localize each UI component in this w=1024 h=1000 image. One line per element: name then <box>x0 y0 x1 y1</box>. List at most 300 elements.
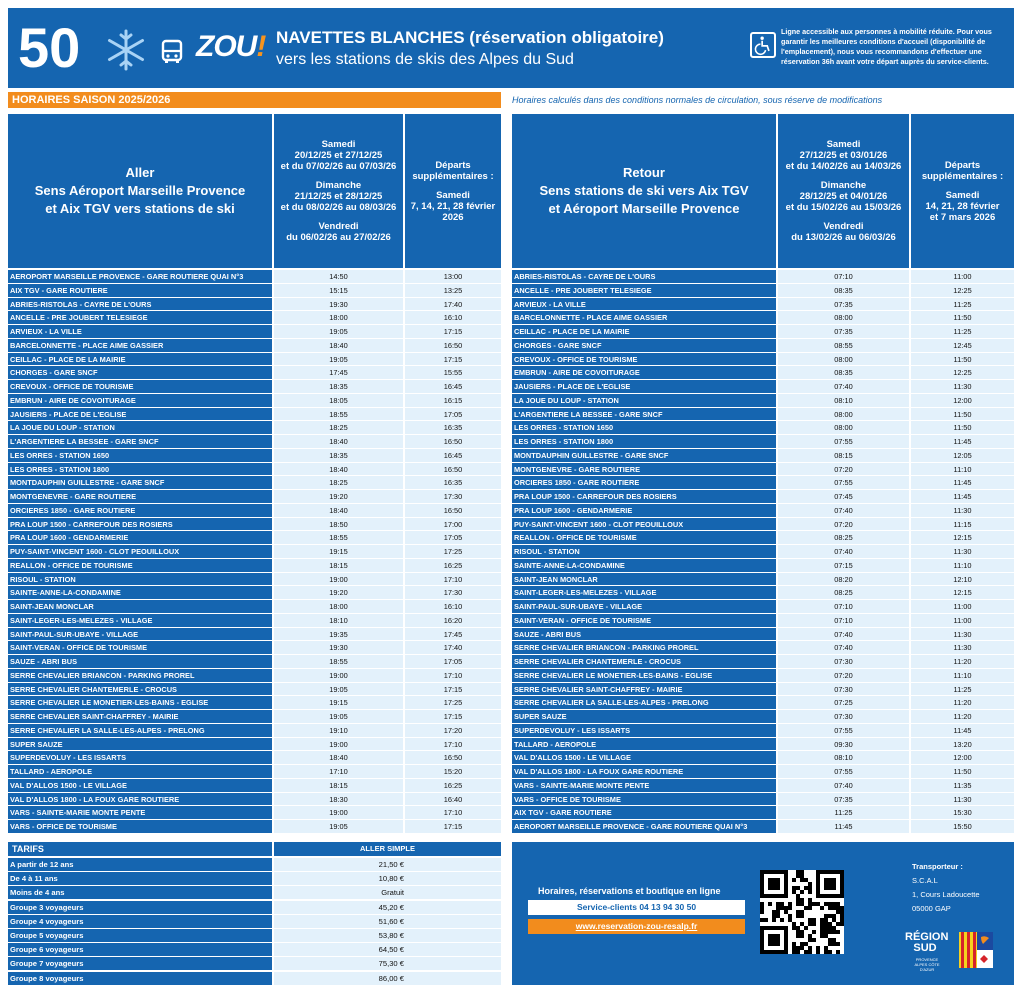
website-link[interactable]: www.reservation-zou-resalp.fr <box>528 919 745 934</box>
stop-name: SUPERDEVOLUY - LES ISSARTS <box>512 724 776 738</box>
extra-departure-time: 17:15 <box>405 353 501 367</box>
extra-departure-time: 16:40 <box>405 793 501 807</box>
extra-departure-time: 11:50 <box>911 353 1014 367</box>
header-detail-line: du 06/02/26 au 27/02/26 <box>286 232 391 243</box>
extra-departure-time: 15:30 <box>911 806 1014 820</box>
header-detail-line: Samedi <box>826 139 861 150</box>
extra-departure-time: 17:00 <box>405 518 501 532</box>
stop-name: SERRE CHEVALIER CHANTEMERLE - CROCUS <box>8 683 272 697</box>
table-row <box>8 504 501 518</box>
departure-time: 18:35 <box>274 380 403 394</box>
stop-name: PRA LOUP 1500 - CARREFOUR DES ROSIERS <box>8 518 272 532</box>
stop-name: SUPER SAUZE <box>8 738 272 752</box>
header-banner <box>8 8 1014 88</box>
qr-code-icon[interactable] <box>760 870 844 954</box>
header-detail-line: 20/12/25 et 27/12/25 <box>294 150 383 161</box>
table-row <box>8 518 501 532</box>
stop-name: BARCELONNETTE - PLACE AIME GASSIER <box>8 339 272 353</box>
table-row <box>512 710 1014 724</box>
stop-name: LA JOUE DU LOUP - STATION <box>8 421 272 435</box>
extra-departure-time: 11:00 <box>911 600 1014 614</box>
stop-name: ANCELLE - PRE JOUBERT TELESIEGE <box>8 311 272 325</box>
stop-name: VAL D'ALLOS 1500 - LE VILLAGE <box>8 779 272 793</box>
extra-departure-time: 11:50 <box>911 311 1014 325</box>
extra-departure-time: 17:25 <box>405 545 501 559</box>
departure-time: 18:40 <box>274 435 403 449</box>
departure-time: 19:20 <box>274 586 403 600</box>
stop-name: TALLARD - AEROPOLE <box>512 738 776 752</box>
table-row <box>8 490 501 504</box>
extra-departure-time: 16:15 <box>405 394 501 408</box>
stop-name: SERRE CHEVALIER LE MONETIER-LES-BAINS - EGLISE <box>512 669 776 683</box>
extra-departure-time: 17:10 <box>405 738 501 752</box>
stop-name: PRA LOUP 1600 - GENDARMERIE <box>512 504 776 518</box>
extra-departure-time: 15:55 <box>405 366 501 380</box>
stop-name: SAINT-LEGER-LES-MELEZES - VILLAGE <box>512 586 776 600</box>
table-row <box>8 353 501 367</box>
table-row <box>512 793 1014 807</box>
extra-departure-time: 17:30 <box>405 490 501 504</box>
header-detail-line: Samedi <box>436 189 470 201</box>
header-detail-line: Départs <box>435 159 471 171</box>
retour-extra-header <box>911 114 1014 268</box>
header-detail-line: et du 15/02/26 au 15/03/26 <box>785 202 902 213</box>
retour-header-line: et Aéroport Marseille Provence <box>548 201 740 216</box>
departure-time: 18:05 <box>274 394 403 408</box>
extra-departure-time: 11:25 <box>911 325 1014 339</box>
extra-departure-time: 16:25 <box>405 779 501 793</box>
departure-time: 19:05 <box>274 683 403 697</box>
extra-departure-time: 11:15 <box>911 518 1014 532</box>
stop-name: SERRE CHEVALIER CHANTEMERLE - CROCUS <box>512 655 776 669</box>
table-row <box>512 586 1014 600</box>
tarif-row <box>8 957 501 971</box>
region-sud-logo: RÉGION SUD <box>905 931 949 954</box>
table-row <box>8 765 501 779</box>
header-detail-line: Vendredi <box>823 221 864 232</box>
aller-schedule-header <box>274 114 403 268</box>
departure-time: 19:30 <box>274 641 403 655</box>
table-row <box>8 614 501 628</box>
service-phone[interactable]: Service-clients 04 13 94 30 50 <box>528 900 745 915</box>
stop-name: PRA LOUP 1500 - CARREFOUR DES ROSIERS <box>512 490 776 504</box>
stop-name: REALLON - OFFICE DE TOURISME <box>512 531 776 545</box>
departure-time: 07:30 <box>778 710 909 724</box>
stop-name: SAINTE-ANNE-LA-CONDAMINE <box>512 559 776 573</box>
header-detail-line: et du 07/02/26 au 07/03/26 <box>280 161 397 172</box>
extra-departure-time: 11:30 <box>911 504 1014 518</box>
extra-departure-time: 16:10 <box>405 600 501 614</box>
stop-name: ORCIERES 1850 - GARE ROUTIERE <box>512 476 776 490</box>
table-row <box>512 738 1014 752</box>
table-row <box>8 724 501 738</box>
zou-logo: ZOU! <box>196 30 266 63</box>
extra-departure-time: 12:45 <box>911 339 1014 353</box>
table-row <box>8 710 501 724</box>
table-row <box>512 476 1014 490</box>
table-row <box>512 820 1014 834</box>
stop-name: VAL D'ALLOS 1800 - LA FOUX GARE ROUTIERE <box>512 765 776 779</box>
extra-departure-time: 11:00 <box>911 270 1014 284</box>
extra-departure-time: 11:30 <box>911 641 1014 655</box>
table-row <box>8 600 501 614</box>
stop-name: CEILLAC - PLACE DE LA MAIRIE <box>512 325 776 339</box>
extra-departure-time: 12:05 <box>911 449 1014 463</box>
extra-departure-time: 16:50 <box>405 504 501 518</box>
season-label: HORAIRES SAISON 2025/2026 <box>8 92 501 108</box>
tarif-row <box>8 858 501 872</box>
header-detail-line: Samedi <box>321 139 356 150</box>
stop-name: RISOUL - STATION <box>512 545 776 559</box>
table-row <box>512 380 1014 394</box>
departure-time: 07:55 <box>778 765 909 779</box>
extra-departure-time: 17:05 <box>405 408 501 422</box>
table-row <box>8 298 501 312</box>
table-row <box>512 614 1014 628</box>
stop-name: LA JOUE DU LOUP - STATION <box>512 394 776 408</box>
extra-departure-time: 17:15 <box>405 683 501 697</box>
departure-time: 08:00 <box>778 311 909 325</box>
region-flag-icon <box>959 932 993 968</box>
departure-time: 07:40 <box>778 380 909 394</box>
table-row <box>512 298 1014 312</box>
table-row <box>8 421 501 435</box>
header-detail-line: Dimanche <box>820 180 867 191</box>
tarif-row <box>8 872 501 886</box>
extra-departure-time: 17:05 <box>405 531 501 545</box>
extra-departure-time: 17:45 <box>405 628 501 642</box>
stop-name: TALLARD - AEROPOLE <box>8 765 272 779</box>
departure-time: 19:30 <box>274 298 403 312</box>
departure-time: 18:40 <box>274 504 403 518</box>
tarif-label: Groupe 6 voyageurs <box>8 943 272 957</box>
table-row <box>8 738 501 752</box>
extra-departure-time: 11:50 <box>911 421 1014 435</box>
header-detail-line: supplémentaires : <box>412 170 494 182</box>
stop-name: VARS - OFFICE DE TOURISME <box>8 820 272 834</box>
stop-name: MONTGENEVRE - GARE ROUTIERE <box>8 490 272 504</box>
departure-time: 19:20 <box>274 490 403 504</box>
stop-name: SERRE CHEVALIER SAINT-CHAFFREY - MAIRIE <box>512 683 776 697</box>
stop-name: VARS - SAINTE-MARIE MONTE PENTE <box>8 806 272 820</box>
table-row <box>512 628 1014 642</box>
header-detail-line: Départs <box>944 159 981 171</box>
table-row <box>512 669 1014 683</box>
stop-name: SERRE CHEVALIER LE MONETIER-LES-BAINS - EGLISE <box>8 696 272 710</box>
table-row <box>512 463 1014 477</box>
departure-time: 07:25 <box>778 696 909 710</box>
departure-time: 07:10 <box>778 270 909 284</box>
extra-departure-time: 16:35 <box>405 476 501 490</box>
stop-name: ANCELLE - PRE JOUBERT TELESIEGE <box>512 284 776 298</box>
aller-extra-header <box>405 114 501 268</box>
extra-departure-time: 17:40 <box>405 298 501 312</box>
table-row <box>512 545 1014 559</box>
departure-time: 07:35 <box>778 298 909 312</box>
header-detail-line: 27/12/25 et 03/01/26 <box>799 150 888 161</box>
departure-time: 19:00 <box>274 669 403 683</box>
departure-time: 19:15 <box>274 545 403 559</box>
extra-departure-time: 16:50 <box>405 435 501 449</box>
table-row <box>8 559 501 573</box>
departure-time: 18:50 <box>274 518 403 532</box>
retour-header <box>512 114 776 268</box>
stop-name: SERRE CHEVALIER BRIANCON - PARKING PROREL <box>512 641 776 655</box>
departure-time: 08:00 <box>778 408 909 422</box>
extra-departure-time: 17:30 <box>405 586 501 600</box>
stop-name: SAINTE-ANNE-LA-CONDAMINE <box>8 586 272 600</box>
tarif-row <box>8 972 501 986</box>
footer-panel <box>512 842 1014 985</box>
carrier-line: 05000 GAP <box>912 904 951 913</box>
table-row <box>512 311 1014 325</box>
departure-time: 08:00 <box>778 353 909 367</box>
stop-name: VAL D'ALLOS 1500 - LE VILLAGE <box>512 751 776 765</box>
departure-time: 15:15 <box>274 284 403 298</box>
extra-departure-time: 13:00 <box>405 270 501 284</box>
header-detail-line: 14, 21, 28 février <box>925 200 1000 212</box>
departure-time: 19:05 <box>274 820 403 834</box>
extra-departure-time: 16:50 <box>405 751 501 765</box>
table-row <box>512 325 1014 339</box>
carrier-line: S.C.A.L <box>912 876 938 885</box>
departure-time: 17:10 <box>274 765 403 779</box>
extra-departure-time: 11:25 <box>911 298 1014 312</box>
departure-time: 09:30 <box>778 738 909 752</box>
table-row <box>512 270 1014 284</box>
line-number: 50 <box>18 16 81 79</box>
stop-name: LES ORRES - STATION 1800 <box>512 435 776 449</box>
stop-name: SERRE CHEVALIER BRIANCON - PARKING PROREL <box>8 669 272 683</box>
extra-departure-time: 17:15 <box>405 820 501 834</box>
stop-name: CREVOUX - OFFICE DE TOURISME <box>512 353 776 367</box>
stop-name: VARS - SAINTE-MARIE MONTE PENTE <box>512 779 776 793</box>
extra-departure-time: 11:30 <box>911 628 1014 642</box>
aller-header <box>8 114 272 268</box>
table-row <box>512 779 1014 793</box>
departure-time: 18:15 <box>274 559 403 573</box>
carrier-info <box>912 860 980 916</box>
extra-departure-time: 12:00 <box>911 751 1014 765</box>
extra-departure-time: 11:45 <box>911 724 1014 738</box>
table-row <box>8 311 501 325</box>
departure-time: 07:30 <box>778 683 909 697</box>
table-row <box>512 696 1014 710</box>
stop-name: MONTGENEVRE - GARE ROUTIERE <box>512 463 776 477</box>
accessibility-note: Ligne accessible aux personnes à mobilité réduite. Pour vous garantir les meilleures conditions d'accueil (disponibilité de l'emplacement), nous vous recommandons d'effectuer une réservation 36h avant votre départ auprès du service-clients. <box>781 27 992 66</box>
table-row <box>8 366 501 380</box>
departure-time: 18:55 <box>274 408 403 422</box>
departure-time: 18:40 <box>274 339 403 353</box>
aller-header-line: Sens Aéroport Marseille Provence <box>34 183 246 198</box>
extra-departure-time: 12:25 <box>911 284 1014 298</box>
departure-time: 07:20 <box>778 518 909 532</box>
departure-time: 18:55 <box>274 655 403 669</box>
aller-timetable <box>8 270 501 834</box>
extra-departure-time: 17:05 <box>405 655 501 669</box>
table-row <box>8 641 501 655</box>
departure-time: 07:15 <box>778 559 909 573</box>
table-row <box>512 449 1014 463</box>
table-row <box>8 655 501 669</box>
stop-name: SAINT-PAUL-SUR-UBAYE - VILLAGE <box>8 628 272 642</box>
extra-departure-time: 11:10 <box>911 669 1014 683</box>
table-row <box>8 779 501 793</box>
extra-departure-time: 11:50 <box>911 408 1014 422</box>
tarif-row <box>8 886 501 900</box>
table-row <box>512 655 1014 669</box>
stop-name: ARVIEUX - LA VILLE <box>8 325 272 339</box>
departure-time: 07:10 <box>778 600 909 614</box>
stop-name: EMBRUN - AIRE DE COVOITURAGE <box>512 366 776 380</box>
tarif-label: De 4 à 11 ans <box>8 872 272 886</box>
stop-name: LES ORRES - STATION 1650 <box>8 449 272 463</box>
departure-time: 19:05 <box>274 325 403 339</box>
table-row <box>512 600 1014 614</box>
departure-time: 07:40 <box>778 545 909 559</box>
stop-name: SAINT-JEAN MONCLAR <box>512 573 776 587</box>
stop-name: BARCELONNETTE - PLACE AIME GASSIER <box>512 311 776 325</box>
tarif-price: 64,50 € <box>274 943 501 957</box>
departure-time: 19:00 <box>274 738 403 752</box>
header-detail-line: Vendredi <box>318 221 359 232</box>
departure-time: 07:55 <box>778 476 909 490</box>
table-row <box>8 476 501 490</box>
table-row <box>8 531 501 545</box>
stop-name: SERRE CHEVALIER SAINT-CHAFFREY - MAIRIE <box>8 710 272 724</box>
table-row <box>512 353 1014 367</box>
region-subtitle: PROVENCE ALPES CÔTE D'AZUR <box>914 957 940 972</box>
stop-name: SUPER SAUZE <box>512 710 776 724</box>
stop-name: MONTDAUPHIN GUILLESTRE - GARE SNCF <box>8 476 272 490</box>
stop-name: EMBRUN - AIRE DE COVOITURAGE <box>8 394 272 408</box>
stop-name: SAINT-VERAN - OFFICE DE TOURISME <box>8 641 272 655</box>
departure-time: 08:25 <box>778 586 909 600</box>
stop-name: REALLON - OFFICE DE TOURISME <box>8 559 272 573</box>
table-row <box>8 284 501 298</box>
departure-time: 18:25 <box>274 476 403 490</box>
stop-name: SAUZE - ABRI BUS <box>512 628 776 642</box>
table-row <box>512 765 1014 779</box>
stop-name: MONTDAUPHIN GUILLESTRE - GARE SNCF <box>512 449 776 463</box>
stop-name: AIX TGV - GARE ROUTIERE <box>8 284 272 298</box>
page-title: NAVETTES BLANCHES (réservation obligatoire) <box>276 28 664 47</box>
tarif-price: 45,20 € <box>274 901 501 915</box>
extra-departure-time: 11:45 <box>911 435 1014 449</box>
carrier-line: 1, Cours Ladoucette <box>912 890 980 899</box>
extra-departure-time: 12:15 <box>911 531 1014 545</box>
table-row <box>8 545 501 559</box>
extra-departure-time: 16:50 <box>405 463 501 477</box>
departure-time: 19:10 <box>274 724 403 738</box>
extra-departure-time: 17:10 <box>405 806 501 820</box>
tarifs-title: TARIFS <box>8 842 272 856</box>
header-detail-line: et du 08/02/26 au 08/03/26 <box>280 202 397 213</box>
extra-departure-time: 16:10 <box>405 311 501 325</box>
stop-name: VAL D'ALLOS 1800 - LA FOUX GARE ROUTIERE <box>8 793 272 807</box>
extra-departure-time: 17:15 <box>405 325 501 339</box>
extra-departure-time: 12:10 <box>911 573 1014 587</box>
header-detail-line: Samedi <box>945 189 980 201</box>
stop-name: PUY-SAINT-VINCENT 1600 - CLOT PEOUILLOUX <box>8 545 272 559</box>
departure-time: 08:10 <box>778 751 909 765</box>
extra-departure-time: 16:35 <box>405 421 501 435</box>
extra-departure-time: 17:10 <box>405 669 501 683</box>
departure-time: 07:35 <box>778 325 909 339</box>
stop-name: ORCIERES 1850 - GARE ROUTIERE <box>8 504 272 518</box>
stop-name: PRA LOUP 1600 - GENDARMERIE <box>8 531 272 545</box>
retour-timetable <box>512 270 1014 834</box>
retour-header-line: Sens stations de ski vers Aix TGV <box>539 183 749 198</box>
stop-name: CHORGES - GARE SNCF <box>512 339 776 353</box>
departure-time: 18:35 <box>274 449 403 463</box>
wheelchair-icon <box>750 32 776 58</box>
extra-departure-time: 13:25 <box>405 284 501 298</box>
tarif-price: 10,80 € <box>274 872 501 886</box>
aller-header-line: et Aix TGV vers stations de ski <box>45 201 235 216</box>
departure-time: 08:35 <box>778 284 909 298</box>
table-row <box>512 531 1014 545</box>
extra-departure-time: 13:20 <box>911 738 1014 752</box>
header-detail-line: 2026 <box>442 211 464 223</box>
stop-name: CEILLAC - PLACE DE LA MAIRIE <box>8 353 272 367</box>
extra-departure-time: 11:30 <box>911 545 1014 559</box>
table-row <box>8 806 501 820</box>
extra-departure-time: 11:50 <box>911 765 1014 779</box>
table-row <box>512 683 1014 697</box>
departure-time: 07:45 <box>778 490 909 504</box>
table-row <box>8 435 501 449</box>
departure-time: 18:10 <box>274 614 403 628</box>
extra-departure-time: 11:10 <box>911 559 1014 573</box>
table-row <box>512 751 1014 765</box>
header-detail-line: du 13/02/26 au 06/03/26 <box>791 232 896 243</box>
stop-name: SAINT-PAUL-SUR-UBAYE - VILLAGE <box>512 600 776 614</box>
table-row <box>512 435 1014 449</box>
departure-time: 19:00 <box>274 806 403 820</box>
departure-time: 07:20 <box>778 669 909 683</box>
table-row <box>512 490 1014 504</box>
stop-name: SERRE CHEVALIER LA SALLE-LES-ALPES - PRELONG <box>8 724 272 738</box>
footer-title: Horaires, réservations et boutique en ligne <box>538 886 721 896</box>
departure-time: 19:05 <box>274 710 403 724</box>
stop-name: JAUSIERS - PLACE DE L'EGLISE <box>8 408 272 422</box>
stop-name: VARS - OFFICE DE TOURISME <box>512 793 776 807</box>
table-row <box>8 628 501 642</box>
tarif-label: Groupe 4 voyageurs <box>8 915 272 929</box>
departure-time: 08:35 <box>778 366 909 380</box>
table-row <box>512 573 1014 587</box>
stop-name: SAINT-JEAN MONCLAR <box>8 600 272 614</box>
departure-time: 07:20 <box>778 463 909 477</box>
tarif-label: Groupe 3 voyageurs <box>8 901 272 915</box>
tarif-price: 51,60 € <box>274 915 501 929</box>
extra-departure-time: 11:20 <box>911 655 1014 669</box>
table-row <box>8 793 501 807</box>
stop-name: L'ARGENTIERE LA BESSEE - GARE SNCF <box>8 435 272 449</box>
stop-name: AIX TGV - GARE ROUTIERE <box>512 806 776 820</box>
extra-departure-time: 12:25 <box>911 366 1014 380</box>
departure-time: 07:55 <box>778 435 909 449</box>
table-row <box>512 408 1014 422</box>
extra-departure-time: 12:00 <box>911 394 1014 408</box>
stop-name: CREVOUX - OFFICE DE TOURISME <box>8 380 272 394</box>
departure-time: 18:00 <box>274 600 403 614</box>
table-row <box>512 559 1014 573</box>
stop-name: JAUSIERS - PLACE DE L'EGLISE <box>512 380 776 394</box>
departure-time: 18:00 <box>274 311 403 325</box>
stop-name: CHORGES - GARE SNCF <box>8 366 272 380</box>
